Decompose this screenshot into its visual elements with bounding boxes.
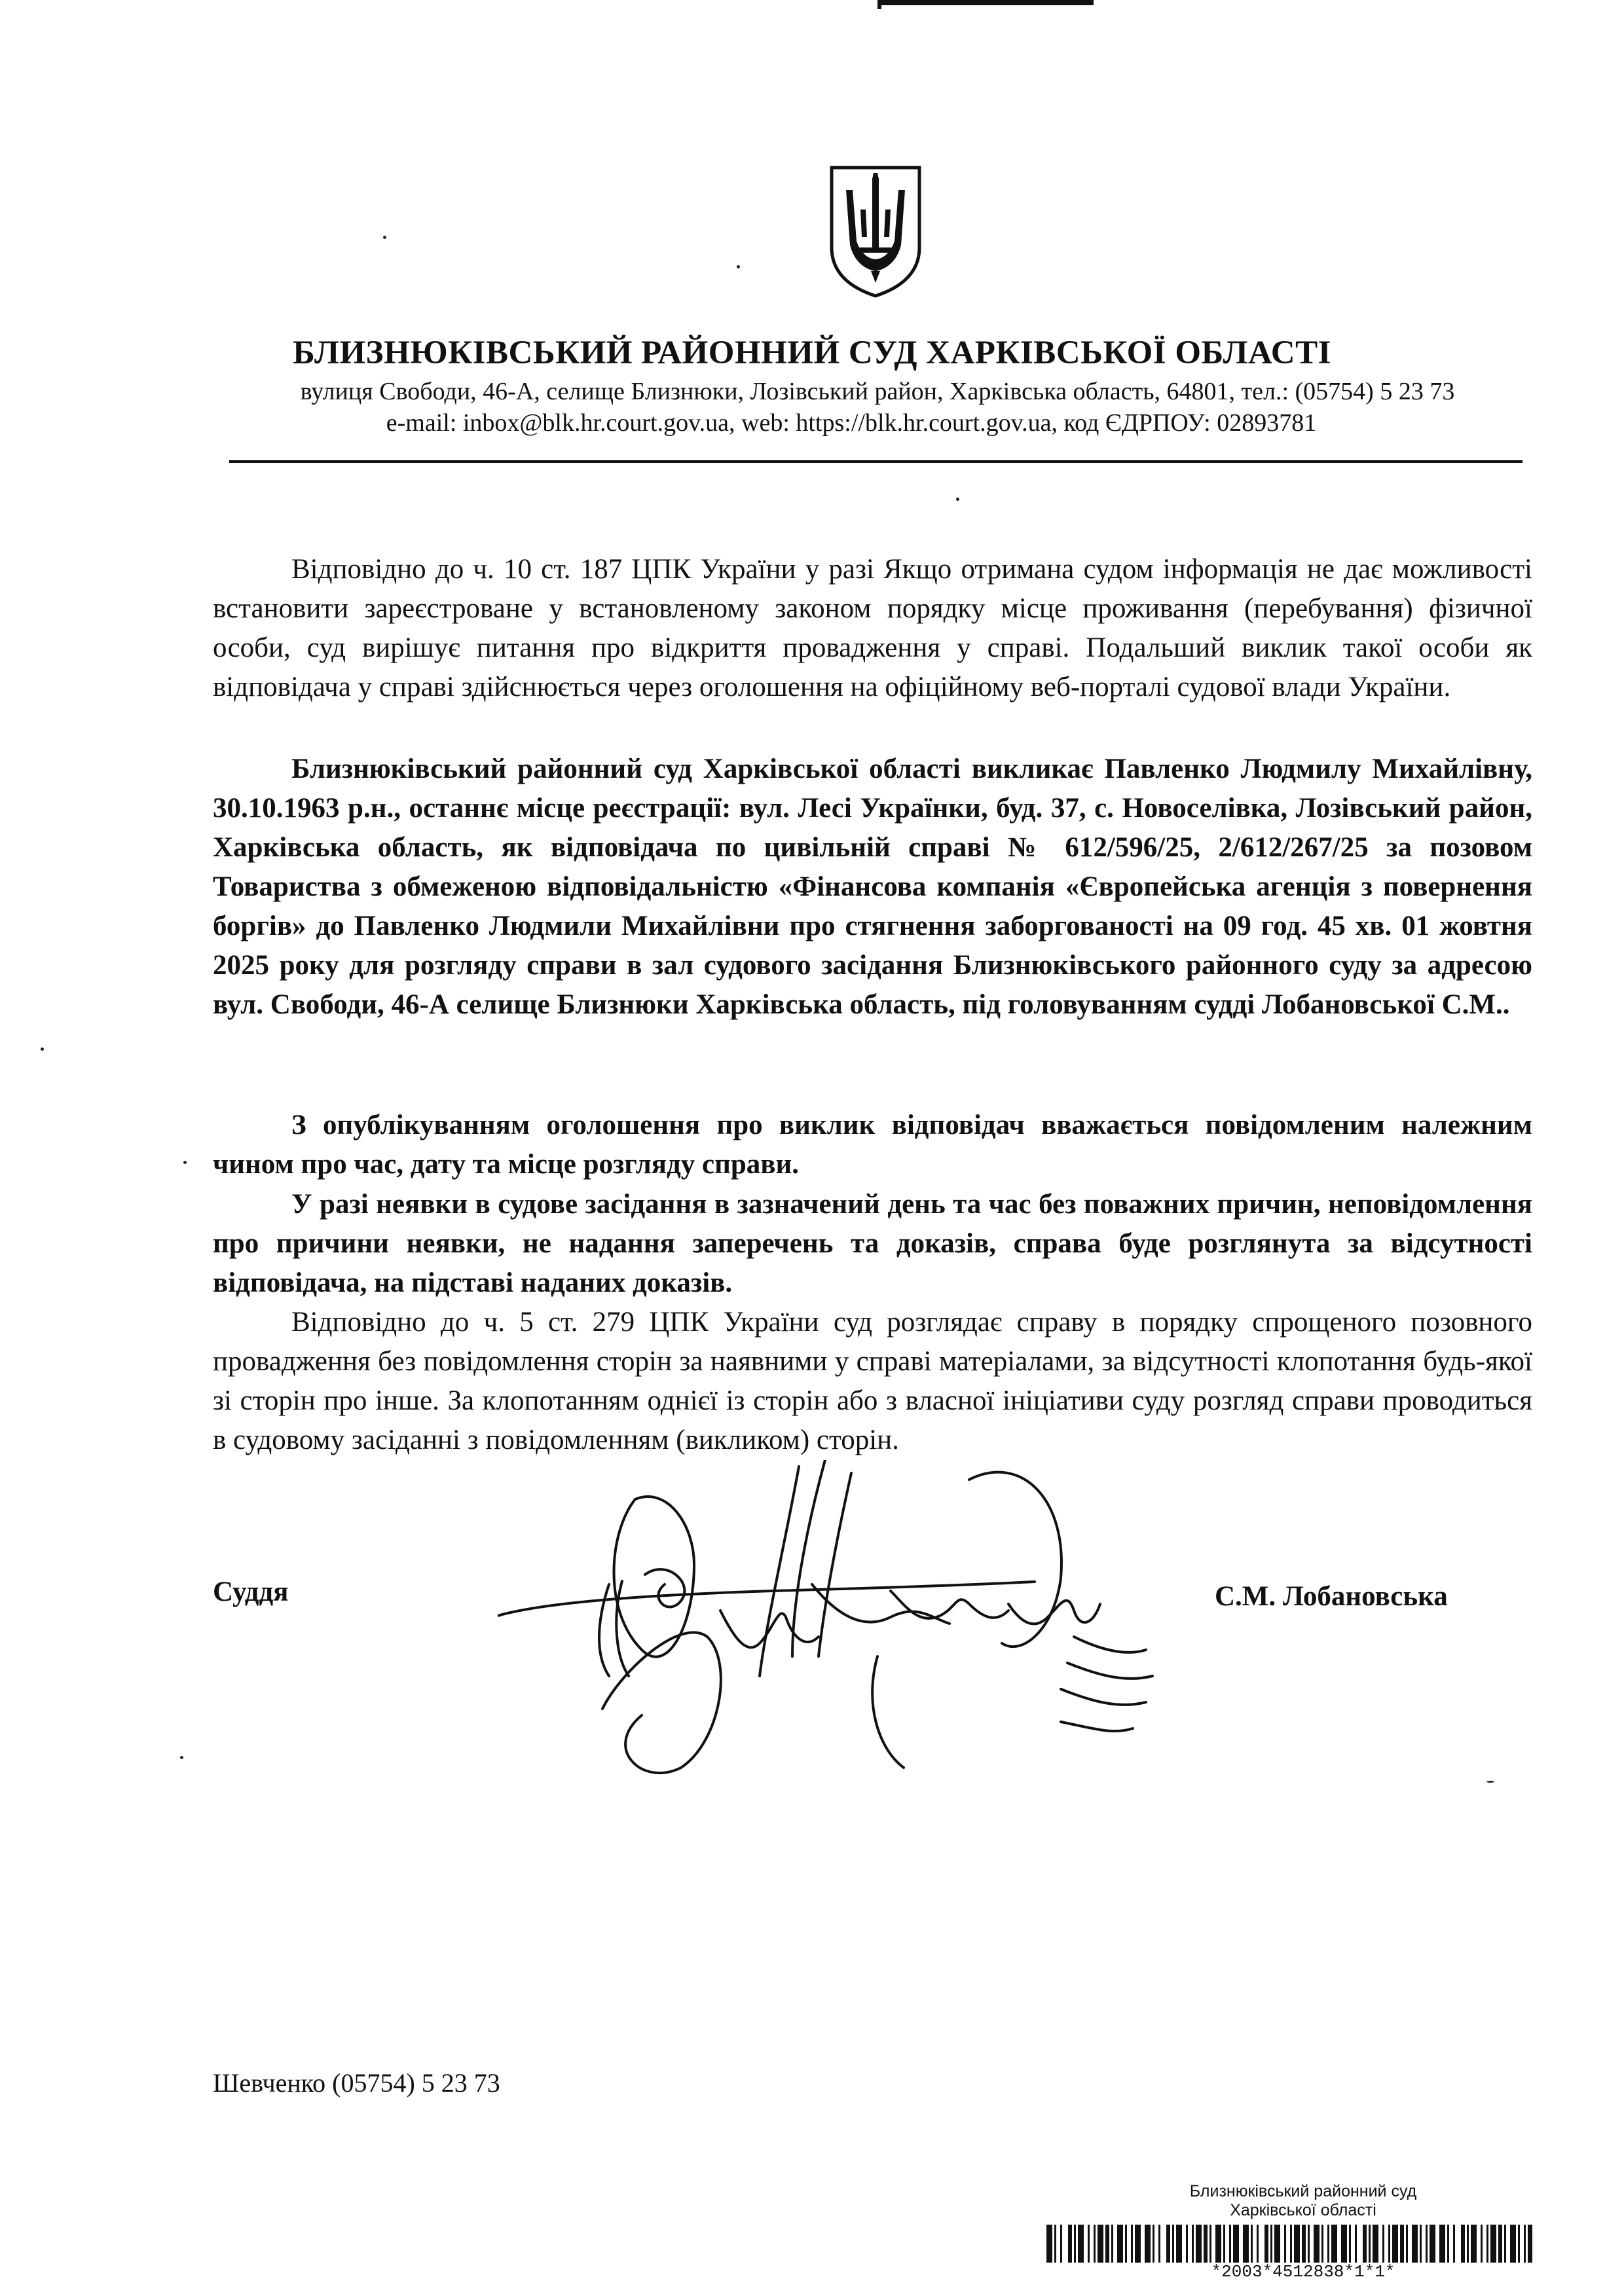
judge-name: С.М. Лобановська xyxy=(1215,1581,1448,1612)
paragraph-notice xyxy=(213,1106,1532,1184)
trident-coat-of-arms-icon xyxy=(826,164,925,298)
barcode xyxy=(1046,2225,1532,2263)
court-contacts: e-mail: inbox@blk.hr.court.gov.ua, web: https://blk.hr.court.gov.ua, код ЄДРПОУ: 02893781 xyxy=(386,409,1317,437)
paragraph-text: Відповідно до ч. 10 ст. 187 ЦПК України у разі Якщо отримана судом інформація не дає можливості встановити зареєстроване у встановленому законом порядку місце проживання (перебування) фізичної особи, суд вирішує питання про відкриття провадження у справі. Подальший виклик такої особи як відповідача у справі здійснюється через оголошення на офіційному веб-порталі судової влади України. xyxy=(213,554,1532,702)
stamp-court-name: Близнюківський районний суд xyxy=(1189,2182,1417,2200)
handwritten-signature xyxy=(498,1460,1303,1833)
stamp-region: Харківської області xyxy=(1230,2201,1376,2219)
judge-label: Суддя xyxy=(213,1576,289,1607)
scan-speck xyxy=(737,265,740,268)
paragraph-text: Близнюківський районний суд Харківської області викликає Павленко Людмилу Михайлівну, 30.10.1963 р.н., останнє місце реєстрації: вул. Лесі Українки, буд. 37, с. Новоселівка, Лозівський район, Харківська область, як відповідача по цивільній справі № 612/596/25, 2/612/267/25 за позовом Товариства з обмеженою відповідальністю «Фінансова компанія «Європейська агенція з повернення боргів» до Павленко Людмили Михайлівни про стягнення заборгованості на 09 год. 45 хв. 01 жовтня 2025 року для розгляду справи в зал судового засідання Близнюківського районного суду за адресою вул. Свободи, 46-А селище Близнюки Харківська область, під головуванням судді Лобановської С.М.. xyxy=(213,754,1532,1020)
scan-speck xyxy=(183,1161,187,1164)
paragraph-text: У разі неявки в судове засідання в зазначений день та час без поважних причин, неповідомлення про причини неявки, не надання заперечень та доказів, справа буде розглянута за відсутності відповідача, на підставі наданих доказів. xyxy=(213,1189,1532,1298)
paragraph-summons xyxy=(213,750,1532,1025)
paragraph-absence xyxy=(213,1185,1532,1303)
paragraph-text: Відповідно до ч. 5 ст. 279 ЦПК України суд розглядає справу в порядку спрощеного позовного провадження без повідомлення сторін за наявними у справі матеріалами, за відсутності клопотання будь-якої зі сторін про інше. За клопотанням однієї із сторін або з власної ініціативи суду розгляд справи проводиться в судовому засіданні з повідомленням (викликом) сторін. xyxy=(213,1307,1532,1455)
header-divider xyxy=(229,460,1522,463)
scan-speck xyxy=(956,498,959,501)
court-name: БЛИЗНЮКІВСЬКИЙ РАЙОННИЙ СУД ХАРКІВСЬКОЇ ОБЛАСТІ xyxy=(293,335,1331,371)
barcode-number: *2003*4512838*1*1* xyxy=(1211,2262,1395,2282)
scan-speck xyxy=(1486,1781,1494,1783)
scan-artifact xyxy=(877,0,881,9)
scan-artifact xyxy=(877,0,1094,5)
court-address: вулиця Свободи, 46-А, селище Близнюки, Лозівський район, Харківська область, 64801, тел.: (05754) 5 23 73 xyxy=(300,378,1455,405)
executor-contact: Шевченко (05754) 5 23 73 xyxy=(213,2068,500,2098)
paragraph-procedure xyxy=(213,1303,1532,1460)
paragraph-text: З опублікуванням оголошення про виклик відповідач вважається повідомленим належним чином про час, дату та місце розгляду справи. xyxy=(213,1110,1532,1180)
scan-speck xyxy=(383,236,386,239)
scan-speck xyxy=(180,1756,183,1759)
scan-speck xyxy=(41,1048,44,1051)
paragraph-legal-basis xyxy=(213,550,1532,707)
